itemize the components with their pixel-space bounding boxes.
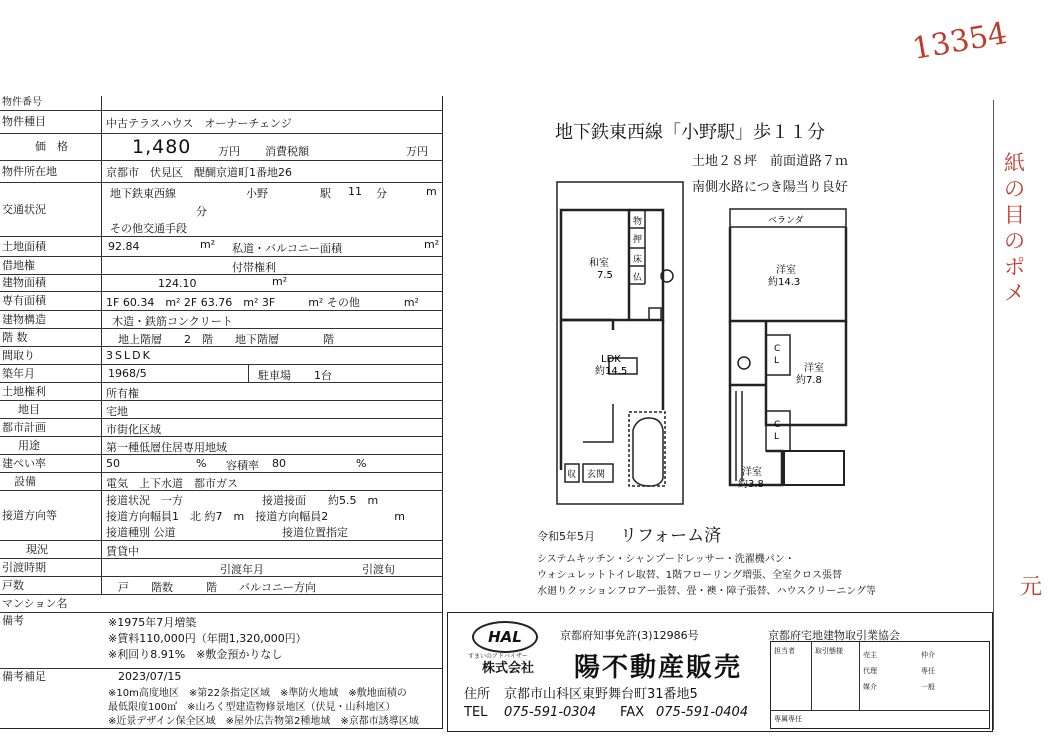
row-price bbox=[0, 133, 442, 161]
box-divider bbox=[859, 642, 860, 710]
far-value: 80 bbox=[272, 457, 286, 470]
land-area: 92.84 bbox=[108, 240, 140, 253]
train-line: 地下鉄東西線 bbox=[110, 187, 176, 200]
row-label: 設備 bbox=[0, 472, 102, 490]
company-footer bbox=[447, 612, 993, 732]
row-label: マンション名 bbox=[2, 596, 68, 610]
row-status bbox=[0, 540, 442, 559]
row-units bbox=[0, 576, 442, 595]
parking-label: 駐車場 bbox=[258, 369, 291, 382]
row-property-number bbox=[0, 96, 442, 111]
closet-label: L bbox=[774, 432, 780, 442]
box-label: 専任 bbox=[921, 667, 935, 675]
zoning: 第一種低層住居専用地域 bbox=[106, 441, 227, 454]
built-year: 1968/5 bbox=[108, 367, 147, 380]
floor-areas: 1F 60.34 m² 2F 63.76 m² 3F m² その他 m² bbox=[106, 296, 419, 309]
land-category: 宅地 bbox=[106, 405, 128, 418]
note-char: メ bbox=[1004, 281, 1025, 305]
side-mark: 元 bbox=[1020, 575, 1043, 600]
company-name: 陽不動産販売 bbox=[574, 653, 743, 683]
row-floor-areas bbox=[0, 291, 442, 311]
room-shoe-storage: 収 bbox=[567, 470, 577, 480]
road-status: 接道状況 一方 bbox=[106, 494, 183, 507]
coverage-ratio: 50 bbox=[106, 457, 120, 470]
road-designation: 接道位置指定 bbox=[282, 526, 348, 539]
reform-line: システムキッチン・シャンプードレッサー・洗濯機パン・ bbox=[537, 554, 795, 565]
fax-number: 075-591-0404 bbox=[656, 705, 749, 720]
logo-text: HAL bbox=[488, 628, 522, 646]
row-built bbox=[0, 364, 442, 383]
remark-line: 最低限度100㎡ ※山ろく型建造物修景地区（伏見・山科地区） bbox=[108, 702, 396, 713]
box-label: 専属専任 bbox=[774, 715, 802, 723]
road-type: 接道種別 公道 bbox=[106, 526, 176, 539]
private-road-label: 私道・バルコニー面積 bbox=[232, 242, 342, 255]
remark-date: 2023/07/15 bbox=[118, 670, 182, 683]
floors: 地上階層 2 階 地下階層 階 bbox=[118, 333, 334, 346]
row-city-planning bbox=[0, 418, 442, 437]
road-width: 接道方向幅員1 北 約7 m 接道方向幅員2 m bbox=[106, 510, 405, 523]
company-prefix: 株式会社 bbox=[482, 661, 535, 676]
box-label: 媒介 bbox=[863, 683, 877, 691]
room-washitsu-size: 7.5 bbox=[597, 270, 613, 281]
hal-logo bbox=[472, 621, 538, 653]
row-label: 接道方向等 bbox=[0, 490, 102, 540]
row-label: 専有面積 bbox=[0, 291, 102, 310]
row-handover bbox=[0, 558, 442, 577]
row-label: 価 格 bbox=[0, 133, 102, 160]
layout: 3SLDK bbox=[106, 349, 152, 362]
row-label: 借地権 bbox=[0, 256, 102, 274]
current-status: 賃貸中 bbox=[106, 545, 139, 558]
row-land-right bbox=[0, 382, 442, 401]
minutes-unit-2: 分 bbox=[196, 205, 207, 218]
association: 京都府宅地建物取引業協会 bbox=[768, 629, 900, 642]
row-remarks-extra bbox=[0, 668, 442, 728]
tax-label: 消費税額 bbox=[265, 145, 309, 158]
percent: % bbox=[196, 457, 207, 470]
row-layout bbox=[0, 346, 442, 365]
city-planning: 市街化区域 bbox=[106, 423, 161, 436]
room-alcove: 床 bbox=[633, 255, 643, 265]
room-bedroom-1: 洋室 bbox=[776, 265, 796, 276]
handover-month: 引渡年月 bbox=[220, 563, 264, 576]
row-access bbox=[0, 182, 442, 237]
row-label: 築年月 bbox=[0, 364, 102, 382]
station-suffix: 駅 bbox=[320, 187, 331, 200]
row-label: 間取り bbox=[0, 346, 102, 364]
row-property-type bbox=[0, 110, 442, 134]
row-floors bbox=[0, 328, 442, 347]
note-char: 目 bbox=[1004, 203, 1025, 227]
walk-minutes: 11 bbox=[348, 185, 362, 198]
tel-number: 075-591-0304 bbox=[504, 705, 597, 720]
row-mansion-name bbox=[0, 594, 442, 613]
closet-label: C bbox=[774, 420, 781, 430]
area-unit: m² bbox=[272, 275, 288, 288]
row-label: 用途 bbox=[0, 436, 102, 454]
room-veranda: ベランダ bbox=[768, 216, 804, 226]
handover-period: 引渡旬 bbox=[362, 563, 395, 576]
row-land-area bbox=[0, 236, 442, 257]
station: 小野 bbox=[246, 187, 268, 200]
row-label: 物件番号 bbox=[0, 96, 102, 110]
note-char: の bbox=[1004, 177, 1025, 201]
row-label: 地目 bbox=[0, 400, 102, 418]
row-label: 備考補足 bbox=[2, 670, 46, 683]
room-bedroom-1-size: 約14.3 bbox=[768, 277, 801, 288]
parking-value: 1台 bbox=[314, 369, 332, 382]
page-rule bbox=[993, 100, 994, 730]
license-number: 京都府知事免許(3)12986号 bbox=[560, 629, 699, 642]
box-divider bbox=[771, 710, 989, 711]
room-altar: 仏 bbox=[633, 273, 643, 283]
area-unit: m² bbox=[424, 238, 440, 251]
headline-title: 地下鉄東西線「小野駅」歩１１分 bbox=[555, 122, 825, 143]
room-bedroom-3-size: 約3.8 bbox=[738, 479, 764, 490]
percent: % bbox=[356, 457, 367, 470]
price-value: 1,480 bbox=[132, 136, 192, 158]
property-type: 中古テラスハウス オーナーチェンジ bbox=[106, 117, 292, 130]
row-label: 土地権利 bbox=[0, 382, 102, 400]
row-label: 建物面積 bbox=[0, 274, 102, 291]
closet-label: C bbox=[774, 344, 781, 354]
row-remarks bbox=[0, 612, 442, 669]
note-char: の bbox=[1004, 229, 1025, 253]
handwritten-note bbox=[1004, 150, 1026, 306]
reform-line: ウォシュレットトイレ取替、1階フローリング増張、全室クロス張替 bbox=[537, 570, 842, 581]
row-label: 戸数 bbox=[0, 576, 102, 594]
row-label: 備考 bbox=[2, 614, 24, 627]
road-frontage: 接道接面 約5.5 m bbox=[262, 494, 379, 507]
area-unit: m² bbox=[200, 238, 216, 251]
headline-sub2: 南側水路につき陽当り良好 bbox=[692, 180, 848, 195]
tax-unit: 万円 bbox=[406, 145, 428, 158]
note-char: 紙 bbox=[1004, 151, 1025, 175]
row-label: 現況 bbox=[0, 540, 102, 558]
reform-title: リフォーム済 bbox=[620, 526, 722, 546]
room-bedroom-2-size: 約7.8 bbox=[796, 375, 822, 386]
building-area: 124.10 bbox=[158, 277, 197, 290]
row-label: 引渡時期 bbox=[0, 558, 102, 576]
room-bedroom-3: 洋室 bbox=[742, 467, 762, 478]
row-road-access bbox=[0, 490, 442, 541]
box-label: 取引態様 bbox=[815, 647, 843, 655]
room-closet: 押 bbox=[633, 235, 643, 245]
transaction-box bbox=[770, 641, 990, 729]
headline-sub1: 土地２８坪 前面道路７ｍ bbox=[692, 154, 849, 169]
cell-divider bbox=[248, 364, 249, 382]
attached-rights: 付帯権利 bbox=[232, 261, 276, 274]
row-address bbox=[0, 160, 442, 183]
reform-line: 水廻りクッションフロアー張替、畳・襖・障子張替、ハウスクリーニング等 bbox=[537, 586, 876, 597]
remark-line: ※近景デザイン保全区域 ※屋外広告物第2種地域 ※京都市誘導区域 bbox=[108, 716, 419, 727]
meter-unit: m bbox=[426, 185, 437, 198]
row-coverage bbox=[0, 454, 442, 473]
price-unit: 万円 bbox=[218, 145, 240, 158]
room-bedroom-2: 洋室 bbox=[804, 363, 824, 374]
row-label: 建物構造 bbox=[0, 310, 102, 328]
logo-tagline: すまいのアドバイザー bbox=[468, 653, 528, 660]
row-label: 土地面積 bbox=[0, 236, 102, 256]
property-spec-table bbox=[0, 96, 443, 729]
row-label: 都市計画 bbox=[0, 418, 102, 436]
other-transport: その他交通手段 bbox=[110, 222, 187, 235]
tel-label: TEL bbox=[464, 705, 488, 720]
far-label: 容積率 bbox=[226, 459, 259, 472]
minutes-unit: 分 bbox=[376, 187, 387, 200]
remark-line: ※1975年7月増築 bbox=[108, 616, 197, 629]
box-divider bbox=[811, 642, 812, 710]
reform-date: 令和5年5月 bbox=[537, 530, 595, 543]
row-land-category bbox=[0, 400, 442, 419]
address: 京都市 伏見区 醍醐京道町1番地26 bbox=[106, 166, 292, 179]
fax-label: FAX bbox=[620, 705, 645, 720]
floorplan-1f bbox=[553, 180, 693, 510]
box-label: 担当者 bbox=[774, 647, 795, 655]
room-ldk-size: 約14.5 bbox=[595, 366, 628, 377]
room-storage: 物 bbox=[633, 217, 643, 227]
note-char: ポ bbox=[1004, 255, 1025, 279]
facilities: 電気 上下水道 都市ガス bbox=[106, 477, 238, 490]
row-label: 建ぺい率 bbox=[0, 454, 102, 472]
row-label: 階 数 bbox=[0, 328, 102, 346]
row-label: 物件所在地 bbox=[0, 160, 102, 182]
remark-line: ※利回り8.91% ※敷金預かりなし bbox=[108, 648, 283, 661]
box-label: 代理 bbox=[863, 667, 877, 675]
row-building-area bbox=[0, 274, 442, 292]
structure: 木造・鉄筋コンクリート bbox=[112, 315, 233, 328]
row-zoning bbox=[0, 436, 442, 455]
floorplan-2f bbox=[722, 205, 852, 495]
room-ldk: LDK bbox=[601, 354, 621, 365]
reference-number: 13354 bbox=[909, 15, 1010, 68]
row-facilities bbox=[0, 472, 442, 491]
land-right: 所有権 bbox=[106, 387, 139, 400]
address-label: 住所 bbox=[464, 687, 491, 702]
box-label: 一般 bbox=[921, 683, 935, 691]
room-washitsu: 和室 bbox=[589, 258, 609, 269]
closet-label: L bbox=[774, 356, 780, 366]
box-label: 売主 bbox=[863, 651, 877, 659]
room-entrance: 玄関 bbox=[587, 470, 606, 480]
row-label: 交通状況 bbox=[0, 182, 102, 236]
row-leasehold bbox=[0, 256, 442, 275]
remark-line: ※賃料110,000円（年間1,320,000円） bbox=[108, 632, 307, 645]
remark-line: ※10m高度地区 ※第22条指定区域 ※準防火地域 ※敷地面積の bbox=[108, 688, 407, 699]
company-address: 京都市山科区東野舞台町31番地5 bbox=[504, 687, 698, 702]
units: 戸 階数 階 バルコニー方向 bbox=[118, 581, 316, 594]
row-label: 物件種目 bbox=[0, 110, 102, 133]
row-structure bbox=[0, 310, 442, 329]
box-label: 仲介 bbox=[921, 651, 935, 659]
